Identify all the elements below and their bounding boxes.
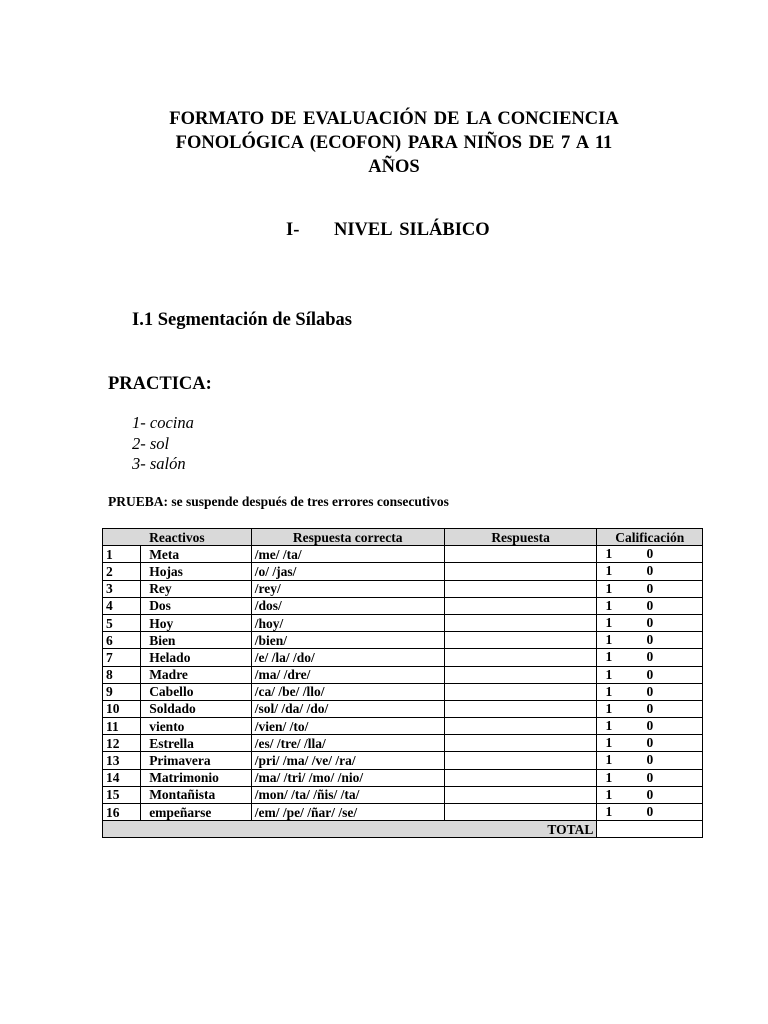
total-row <box>103 821 703 838</box>
title-line: AÑOS <box>368 157 420 177</box>
correct-answer: /pri/ /ma/ /ve/ /ra/ <box>251 752 444 769</box>
correct-answer: /sol/ /da/ /do/ <box>251 700 444 717</box>
response-field[interactable] <box>444 683 597 700</box>
response-field[interactable] <box>444 546 597 563</box>
score-cell <box>597 752 703 769</box>
table-row <box>103 735 703 752</box>
table-row <box>103 546 703 563</box>
practice-heading: PRACTICA: <box>108 374 212 394</box>
score-cell <box>597 563 703 580</box>
response-field[interactable] <box>444 752 597 769</box>
practice-item: 1- cocina <box>132 413 194 432</box>
score-one[interactable]: 1 <box>605 597 613 613</box>
correct-answer: /hoy/ <box>251 614 444 631</box>
table-row <box>103 614 703 631</box>
score-one[interactable]: 1 <box>605 735 613 751</box>
score-one[interactable]: 1 <box>605 614 613 630</box>
table-row <box>103 666 703 683</box>
title-line: FONOLÓGICA (ECOFON) PARA NIÑOS DE 7 A 11 <box>175 133 613 153</box>
table-row <box>103 563 703 580</box>
response-field[interactable] <box>444 666 597 683</box>
score-one[interactable]: 1 <box>605 666 613 682</box>
document-title <box>0 107 768 179</box>
subsection-heading: I.1 Segmentación de Sílabas <box>132 310 352 330</box>
score-zero[interactable]: 0 <box>646 649 654 665</box>
score-one[interactable]: 1 <box>605 769 613 785</box>
score-one[interactable]: 1 <box>605 804 613 819</box>
correct-answer: /ma/ /tri/ /mo/ /nio/ <box>251 769 444 786</box>
total-label: TOTAL <box>103 821 597 838</box>
item-number: 16 <box>103 804 141 821</box>
correct-answer: /ma/ /dre/ <box>251 666 444 683</box>
title-line: FORMATO DE EVALUACIÓN DE LA CONCIENCIA <box>169 109 619 129</box>
score-cell <box>597 683 703 700</box>
item-number: 10 <box>103 700 141 717</box>
correct-answer: /em/ /pe/ /ñar/ /se/ <box>251 804 444 821</box>
score-one[interactable]: 1 <box>605 546 613 562</box>
item-word: Hojas <box>141 563 252 580</box>
table-row <box>103 769 703 786</box>
correct-answer: /e/ /la/ /do/ <box>251 649 444 666</box>
score-cell <box>597 786 703 803</box>
table-row <box>103 752 703 769</box>
section-name: NIVEL SILÁBICO <box>334 220 490 240</box>
score-cell <box>597 666 703 683</box>
response-field[interactable] <box>444 804 597 821</box>
item-word: Madre <box>141 666 252 683</box>
response-field[interactable] <box>444 649 597 666</box>
item-word: Cabello <box>141 683 252 700</box>
item-number: 15 <box>103 786 141 803</box>
response-field[interactable] <box>444 786 597 803</box>
item-word: Rey <box>141 580 252 597</box>
score-one[interactable]: 1 <box>605 718 613 734</box>
item-word: Primavera <box>141 752 252 769</box>
table-row <box>103 804 703 821</box>
item-number: 13 <box>103 752 141 769</box>
score-cell <box>597 804 703 821</box>
score-cell <box>597 597 703 614</box>
item-word: Estrella <box>141 735 252 752</box>
item-number: 11 <box>103 718 141 735</box>
item-word: Meta <box>141 546 252 563</box>
item-number: 5 <box>103 614 141 631</box>
item-number: 7 <box>103 649 141 666</box>
item-word: Montañista <box>141 786 252 803</box>
score-cell <box>597 718 703 735</box>
correct-answer: /ca/ /be/ /llo/ <box>251 683 444 700</box>
score-one[interactable]: 1 <box>605 683 613 699</box>
item-number: 8 <box>103 666 141 683</box>
table-row <box>103 597 703 614</box>
item-number: 12 <box>103 735 141 752</box>
score-zero[interactable]: 0 <box>646 786 654 802</box>
score-zero[interactable]: 0 <box>646 700 654 716</box>
response-field[interactable] <box>444 700 597 717</box>
score-one[interactable]: 1 <box>605 752 613 768</box>
item-word: Matrimonio <box>141 769 252 786</box>
item-number: 14 <box>103 769 141 786</box>
table-row <box>103 649 703 666</box>
score-zero[interactable]: 0 <box>646 632 654 648</box>
score-zero[interactable]: 0 <box>646 804 654 819</box>
item-word: Hoy <box>141 614 252 631</box>
practice-item: 3- salón <box>132 454 186 473</box>
table-row <box>103 580 703 597</box>
score-zero[interactable]: 0 <box>646 752 654 768</box>
response-field[interactable] <box>444 632 597 649</box>
item-number: 1 <box>103 546 141 563</box>
score-cell <box>597 546 703 563</box>
score-zero[interactable]: 0 <box>646 666 654 682</box>
score-cell <box>597 632 703 649</box>
header-respuesta: Respuesta <box>444 529 597 546</box>
item-word: Dos <box>141 597 252 614</box>
score-cell <box>597 700 703 717</box>
test-instructions: PRUEBA: se suspende después de tres errores consecutivos <box>108 494 449 509</box>
item-number: 4 <box>103 597 141 614</box>
correct-answer: /es/ /tre/ /lla/ <box>251 735 444 752</box>
item-word: viento <box>141 718 252 735</box>
item-number: 2 <box>103 563 141 580</box>
score-zero[interactable]: 0 <box>646 614 654 630</box>
score-zero[interactable]: 0 <box>646 683 654 699</box>
correct-answer: /o/ /jas/ <box>251 563 444 580</box>
practice-item: 2- sol <box>132 433 170 453</box>
correct-answer: /mon/ /ta/ /ñis/ /ta/ <box>251 786 444 803</box>
score-zero[interactable]: 0 <box>646 580 654 596</box>
response-field[interactable] <box>444 597 597 614</box>
evaluation-table <box>102 528 703 838</box>
score-one[interactable]: 1 <box>605 649 613 665</box>
score-cell <box>597 649 703 666</box>
correct-answer: /vien/ /to/ <box>251 718 444 735</box>
section-number: I- <box>286 220 300 240</box>
score-zero[interactable]: 0 <box>646 597 654 613</box>
score-one[interactable]: 1 <box>605 700 613 716</box>
practice-list <box>132 413 194 475</box>
response-field[interactable] <box>444 769 597 786</box>
header-respuesta-correcta: Respuesta correcta <box>251 529 444 546</box>
score-one[interactable]: 1 <box>605 632 613 648</box>
table-row <box>103 683 703 700</box>
table-row <box>103 786 703 803</box>
response-field[interactable] <box>444 563 597 580</box>
response-field[interactable] <box>444 718 597 735</box>
score-zero[interactable]: 0 <box>646 718 654 734</box>
score-zero[interactable]: 0 <box>646 563 654 579</box>
table-body <box>103 546 703 821</box>
score-one[interactable]: 1 <box>605 563 613 579</box>
table-row <box>103 718 703 735</box>
score-one[interactable]: 1 <box>605 786 613 802</box>
score-one[interactable]: 1 <box>605 580 613 596</box>
score-zero[interactable]: 0 <box>646 735 654 751</box>
item-number: 3 <box>103 580 141 597</box>
item-word: Bien <box>141 632 252 649</box>
correct-answer: /bien/ <box>251 632 444 649</box>
response-field[interactable] <box>444 580 597 597</box>
correct-answer: /dos/ <box>251 597 444 614</box>
header-reactivos: Reactivos <box>103 529 252 546</box>
correct-answer: /me/ /ta/ <box>251 546 444 563</box>
item-number: 9 <box>103 683 141 700</box>
table-row <box>103 700 703 717</box>
item-word: empeñarse <box>141 804 252 821</box>
total-value-field[interactable] <box>597 821 703 838</box>
item-word: Helado <box>141 649 252 666</box>
correct-answer: /rey/ <box>251 580 444 597</box>
score-cell <box>597 580 703 597</box>
table-row <box>103 632 703 649</box>
response-field[interactable] <box>444 735 597 752</box>
score-zero[interactable]: 0 <box>646 769 654 785</box>
table-header-row <box>103 529 703 546</box>
item-word: Soldado <box>141 700 252 717</box>
response-field[interactable] <box>444 614 597 631</box>
item-number: 6 <box>103 632 141 649</box>
score-zero[interactable]: 0 <box>646 546 654 562</box>
header-calificacion: Calificación <box>597 529 703 546</box>
score-cell <box>597 769 703 786</box>
score-cell <box>597 735 703 752</box>
score-cell <box>597 614 703 631</box>
